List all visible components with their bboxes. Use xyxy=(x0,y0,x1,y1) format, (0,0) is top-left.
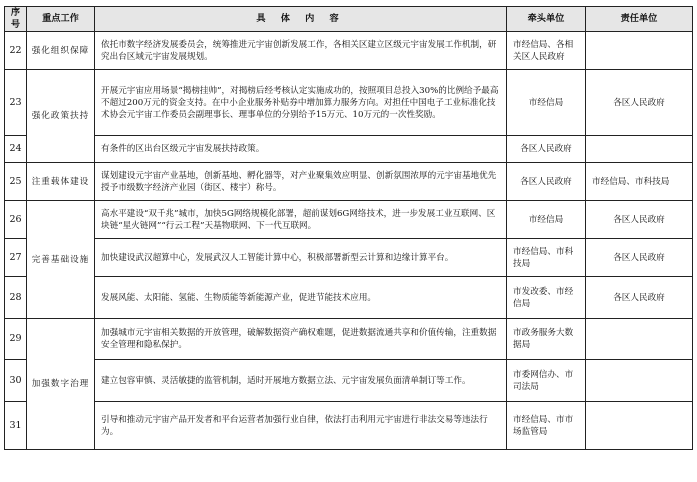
table-row xyxy=(5,136,693,163)
table-row xyxy=(5,402,693,450)
row-num: 29 xyxy=(5,319,27,360)
row-resp: 各区人民政府 xyxy=(586,70,693,136)
header-resp: 责任单位 xyxy=(586,7,693,32)
row-resp: 市经信局、市科技局 xyxy=(586,163,693,201)
row-lead: 市经信局、各相关区人民政府 xyxy=(507,32,586,70)
row-lead: 市发改委、市经信局 xyxy=(507,277,586,319)
row-content: 依托市数字经济发展委员会，统筹推进元宇宙创新发展工作，各相关区建立区级元宇宙发展工作机制，研究出台区域元宇宙发展规划。 xyxy=(95,32,507,70)
row-num: 26 xyxy=(5,201,27,239)
row-content: 加快建设武汉超算中心，发展武汉人工智能计算中心，积极部署新型云计算和边缘计算平台。 xyxy=(95,239,507,277)
row-lead: 市经信局 xyxy=(507,70,586,136)
row-lead: 市委网信办、市司法局 xyxy=(507,360,586,402)
row-resp: 各区人民政府 xyxy=(586,277,693,319)
row-lead: 市政务服务大数据局 xyxy=(507,319,586,360)
row-lead: 各区人民政府 xyxy=(507,163,586,201)
table-row xyxy=(5,239,693,277)
table-row xyxy=(5,163,693,201)
row-content: 高水平建设“双千兆”城市，加快5G网络规模化部署，超前谋划6G网络技术，进一步发展工业互联网、区块链“星火链网”“行云工程”天基物联网、下一代互联网。 xyxy=(95,201,507,239)
task-table xyxy=(4,6,693,450)
row-category: 强化组织保障 xyxy=(27,32,95,70)
table-row xyxy=(5,70,693,136)
row-resp xyxy=(586,32,693,70)
row-category: 加强数字治理 xyxy=(27,319,95,450)
row-content: 有条件的区出台区级元宇宙发展扶持政策。 xyxy=(95,136,507,163)
row-content: 发展风能、太阳能、氢能、生物质能等新能源产业，促进节能技术应用。 xyxy=(95,277,507,319)
row-resp xyxy=(586,319,693,360)
row-lead: 市经信局 xyxy=(507,201,586,239)
table-row xyxy=(5,32,693,70)
row-resp: 各区人民政府 xyxy=(586,201,693,239)
row-category: 注重载体建设 xyxy=(27,163,95,201)
row-num: 24 xyxy=(5,136,27,163)
row-content: 谋划建设元宇宙产业基地，创新基地、孵化器等，对产业聚集效应明显、创新氛围浓厚的元宇宙基地优先授予市级数字经济产业园（街区、楼宇）称号。 xyxy=(95,163,507,201)
row-lead: 各区人民政府 xyxy=(507,136,586,163)
row-num: 27 xyxy=(5,239,27,277)
row-num: 28 xyxy=(5,277,27,319)
row-resp: 各区人民政府 xyxy=(586,239,693,277)
row-resp xyxy=(586,402,693,450)
row-content: 开展元宇宙应用场景“揭榜挂帅”，对揭榜后经考核认定实施成功的，按照项目总投入30%的比例给予最高不超过200万元的资金支持。在中小企业服务补贴券中增加算力服务方向。对担任中国电子工业标准化技术协会元宇宙工作委员会副理事长、理事单位的分别给予15万元、10万元的一次性奖励。 xyxy=(95,70,507,136)
table-header-row xyxy=(5,7,693,32)
row-resp xyxy=(586,360,693,402)
table-row xyxy=(5,319,693,360)
row-num: 25 xyxy=(5,163,27,201)
header-category: 重点工作 xyxy=(27,7,95,32)
header-num: 序号 xyxy=(5,7,27,32)
row-content: 引导和推动元宇宙产品开发者和平台运营者加强行业自律，依法打击利用元宇宙进行非法交易等违法行为。 xyxy=(95,402,507,450)
row-lead: 市经信局、市市场监管局 xyxy=(507,402,586,450)
row-num: 31 xyxy=(5,402,27,450)
row-num: 30 xyxy=(5,360,27,402)
row-category: 强化政策扶持 xyxy=(27,70,95,163)
header-lead: 牵头单位 xyxy=(507,7,586,32)
row-content: 建立包容审慎、灵活敏捷的监管机制，适时开展地方数据立法、元宇宙发展负面清单制订等工作。 xyxy=(95,360,507,402)
row-num: 23 xyxy=(5,70,27,136)
table-row xyxy=(5,277,693,319)
row-category: 完善基础设施 xyxy=(27,201,95,319)
row-lead: 市经信局、市科技局 xyxy=(507,239,586,277)
row-content: 加强城市元宇宙相关数据的开放管理，破解数据资产确权难题，促进数据流通共享和价值传输，注重数据安全管理和隐私保护。 xyxy=(95,319,507,360)
row-resp xyxy=(586,136,693,163)
row-num: 22 xyxy=(5,32,27,70)
table-row xyxy=(5,360,693,402)
header-content: 具 体 内 容 xyxy=(95,7,507,32)
table-row xyxy=(5,201,693,239)
